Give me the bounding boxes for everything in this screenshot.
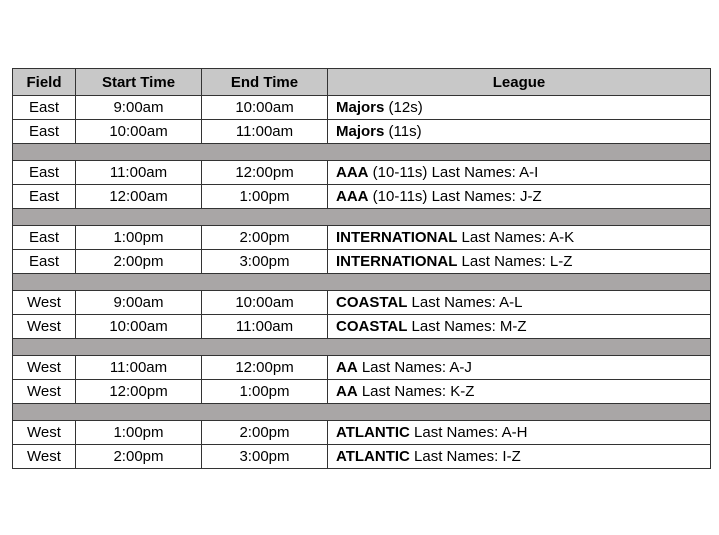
separator-cell <box>13 404 711 421</box>
league-cell <box>328 250 711 274</box>
end-time-cell: 11:00am <box>202 315 328 339</box>
header-league: League <box>328 69 711 96</box>
end-time-cell: 2:00pm <box>202 421 328 445</box>
separator-row <box>13 339 711 356</box>
header-start-time: Start Time <box>76 69 202 96</box>
start-time-cell: 12:00pm <box>76 380 202 404</box>
league-name: COASTAL <box>336 294 408 311</box>
separator-cell <box>13 209 711 226</box>
league-detail: (11s) <box>384 123 422 140</box>
league-name: AAA <box>336 164 369 181</box>
end-time-cell: 2:00pm <box>202 226 328 250</box>
table-row <box>13 185 711 209</box>
field-cell: West <box>13 291 76 315</box>
table-row <box>13 226 711 250</box>
header-end-time: End Time <box>202 69 328 96</box>
end-time-cell: 11:00am <box>202 120 328 144</box>
separator-cell <box>13 339 711 356</box>
start-time-cell: 10:00am <box>76 120 202 144</box>
schedule-table <box>12 68 711 469</box>
field-cell: West <box>13 421 76 445</box>
field-cell: East <box>13 226 76 250</box>
separator-cell <box>13 274 711 291</box>
league-name: COASTAL <box>336 318 408 335</box>
end-time-cell: 1:00pm <box>202 380 328 404</box>
schedule-body <box>13 96 711 469</box>
league-detail: (10-11s) Last Names: A-I <box>368 164 539 181</box>
separator-row <box>13 274 711 291</box>
field-cell: East <box>13 120 76 144</box>
field-cell: West <box>13 315 76 339</box>
table-row <box>13 421 711 445</box>
table-row <box>13 445 711 469</box>
league-detail: Last Names: I-Z <box>409 448 521 465</box>
end-time-cell: 1:00pm <box>202 185 328 209</box>
league-cell <box>328 120 711 144</box>
header-row <box>13 69 711 96</box>
start-time-cell: 1:00pm <box>76 421 202 445</box>
league-cell <box>328 96 711 120</box>
table-row <box>13 250 711 274</box>
field-cell: West <box>13 356 76 380</box>
end-time-cell: 10:00am <box>202 291 328 315</box>
start-time-cell: 9:00am <box>76 96 202 120</box>
field-cell: East <box>13 250 76 274</box>
separator-row <box>13 209 711 226</box>
start-time-cell: 10:00am <box>76 315 202 339</box>
table-row <box>13 356 711 380</box>
separator-row <box>13 404 711 421</box>
start-time-cell: 2:00pm <box>76 250 202 274</box>
field-cell: West <box>13 445 76 469</box>
league-name: AAA <box>336 188 369 205</box>
start-time-cell: 11:00am <box>76 161 202 185</box>
league-cell <box>328 380 711 404</box>
league-cell <box>328 356 711 380</box>
league-detail: (12s) <box>384 99 423 116</box>
start-time-cell: 11:00am <box>76 356 202 380</box>
league-cell <box>328 445 711 469</box>
league-cell <box>328 421 711 445</box>
league-name: INTERNATIONAL <box>336 253 458 270</box>
league-detail: Last Names: L-Z <box>457 253 573 270</box>
separator-row <box>13 144 711 161</box>
league-name: INTERNATIONAL <box>336 229 458 246</box>
start-time-cell: 12:00am <box>76 185 202 209</box>
league-detail: Last Names: A-H <box>409 424 528 441</box>
league-cell <box>328 185 711 209</box>
league-cell <box>328 226 711 250</box>
field-cell: West <box>13 380 76 404</box>
table-row <box>13 291 711 315</box>
league-name: AA <box>336 359 358 376</box>
league-cell <box>328 291 711 315</box>
table-row <box>13 315 711 339</box>
start-time-cell: 9:00am <box>76 291 202 315</box>
league-name: AA <box>336 383 358 400</box>
league-detail: Last Names: M-Z <box>407 318 527 335</box>
field-cell: East <box>13 185 76 209</box>
header-field: Field <box>13 69 76 96</box>
end-time-cell: 3:00pm <box>202 250 328 274</box>
field-cell: East <box>13 161 76 185</box>
league-name: Majors <box>336 123 385 140</box>
separator-cell <box>13 144 711 161</box>
league-detail: Last Names: A-J <box>357 359 472 376</box>
start-time-cell: 1:00pm <box>76 226 202 250</box>
league-name: ATLANTIC <box>336 424 410 441</box>
league-detail: Last Names: A-L <box>407 294 523 311</box>
league-detail: (10-11s) Last Names: J-Z <box>368 188 542 205</box>
table-row <box>13 120 711 144</box>
end-time-cell: 12:00pm <box>202 161 328 185</box>
end-time-cell: 3:00pm <box>202 445 328 469</box>
league-detail: Last Names: K-Z <box>357 383 475 400</box>
end-time-cell: 12:00pm <box>202 356 328 380</box>
end-time-cell: 10:00am <box>202 96 328 120</box>
table-row <box>13 96 711 120</box>
league-name: Majors <box>336 99 385 116</box>
league-name: ATLANTIC <box>336 448 410 465</box>
league-cell <box>328 315 711 339</box>
league-detail: Last Names: A-K <box>457 229 575 246</box>
start-time-cell: 2:00pm <box>76 445 202 469</box>
table-row <box>13 380 711 404</box>
field-cell: East <box>13 96 76 120</box>
table-row <box>13 161 711 185</box>
league-cell <box>328 161 711 185</box>
